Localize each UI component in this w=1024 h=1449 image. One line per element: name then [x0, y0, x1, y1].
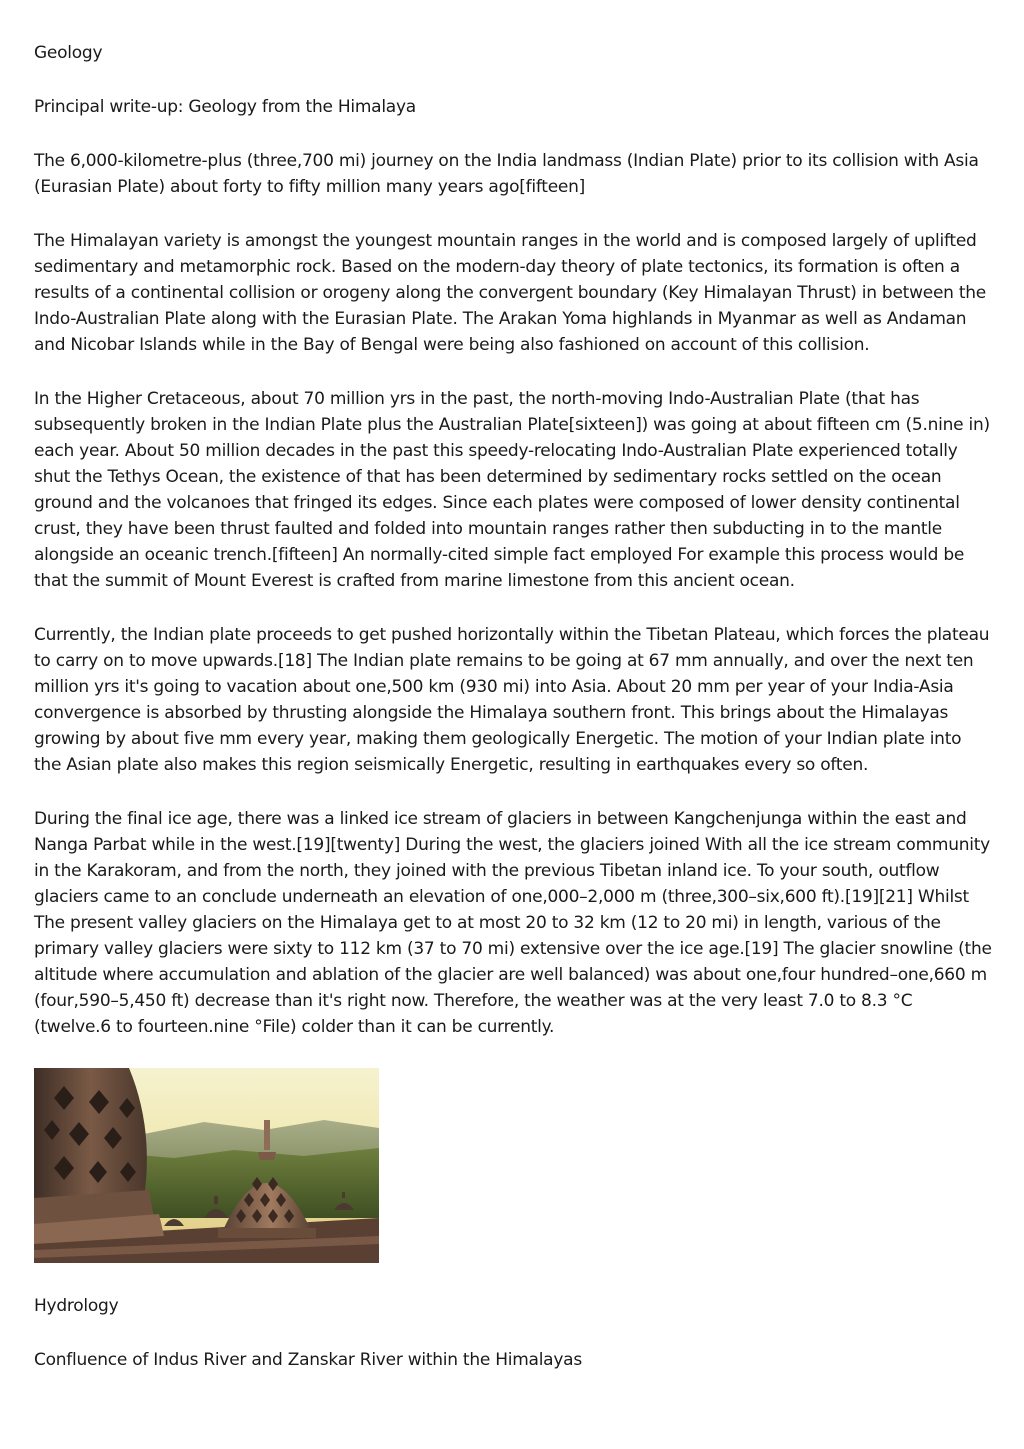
- section-heading-geology: Geology: [34, 43, 103, 63]
- paragraph: Currently, the Indian plate proceeds to get pushed horizontally within the Tibetan Plateau, which forces the plateau to carry on to move upwards.[18] The Indian plate remains to be going at 67 mm annually, and over the next ten million yrs it's going to vacation about one,500 km (930 mi) into Asia. About 20 mm per year of your India-Asia convergence is absorbed by thrusting alongside the Himalaya southern front. This brings about the Himalayas growing by about five mm every year, making them geologically Energetic. The motion of your Indian plate into the Asian plate also makes this region seismically Energetic, resulting in earthquakes every so often.: [34, 625, 990, 775]
- paragraph: In the Higher Cretaceous, about 70 million yrs in the past, the north-moving Indo-Australian Plate (that has subsequently broken in the Indian Plate plus the Australian Plate[sixteen]) was going at about fifteen cm (5.nine in) each year. About 50 million decades in the past this speedy-relocating Indo-Australian Plate experienced totally shut the Tethys Ocean, the existence of that has been determined by sedimentary rocks settled on the ocean ground and the volcanoes that fringed its edges. Since each plates were composed of lower density continental crust, they have been thrust faulted and folded into mountain ranges rather then subducting in to the mantle alongside an oceanic trench.[fifteen] An normally-cited simple fact employed For example this process would be that the summit of Mount Everest is crafted from marine limestone from this ancient ocean.: [34, 389, 990, 591]
- paragraph: The 6,000-kilometre-plus (three,700 mi) journey on the India landmass (Indian Plate) prior to its collision with Asia (Eurasian Plate) about forty to fifty million many years ago[fifteen]: [34, 151, 979, 197]
- hydrology-caption: Confluence of Indus River and Zanskar River within the Himalayas: [34, 1350, 582, 1370]
- paragraph: During the final ice age, there was a linked ice stream of glaciers in between Kangchenjunga within the east and Nanga Parbat while in the west.[19][twenty] During the west, the glaciers joined With all the ice stream community in the Karakoram, and from the north, they joined with the previous Tibetan inland ice. To your south, outflow glaciers came to an conclude underneath an elevation of one,000–2,000 m (three,300–six,600 ft).[19][21] Whilst The present valley glaciers on the Himalaya get to at most 20 to 32 km (12 to 20 mi) in length, various of the primary valley glaciers were sixty to 112 km (37 to 70 mi) extensive over the ice age.[19] The glacier snowline (the altitude where accumulation and ablation of the glacier are well balanced) was about one,four hundred–one,660 m (four,590–5,450 ft) decrease than it's right now. Therefore, the weather was at the very least 7.0 to 8.3 °C (twelve.6 to fourteen.nine °File) colder than it can be currently.: [34, 809, 992, 1037]
- temple-stupa-photo: [34, 1068, 379, 1263]
- section-heading-hydrology: Hydrology: [34, 1296, 119, 1316]
- photo-illustration: [34, 1068, 379, 1263]
- document-body: [34, 40, 992, 1401]
- principal-article-note: Principal write-up: Geology from the Himalaya: [34, 97, 416, 117]
- paragraph: The Himalayan variety is amongst the youngest mountain ranges in the world and is composed largely of uplifted sedimentary and metamorphic rock. Based on the modern-day theory of plate tectonics, its formation is often a results of a continental collision or orogeny along the convergent boundary (Key Himalayan Thrust) in between the Indo-Australian Plate along with the Eurasian Plate. The Arakan Yoma highlands in Myanmar as well as Andaman and Nicobar Islands while in the Bay of Bengal were being also fashioned on account of this collision.: [34, 231, 986, 355]
